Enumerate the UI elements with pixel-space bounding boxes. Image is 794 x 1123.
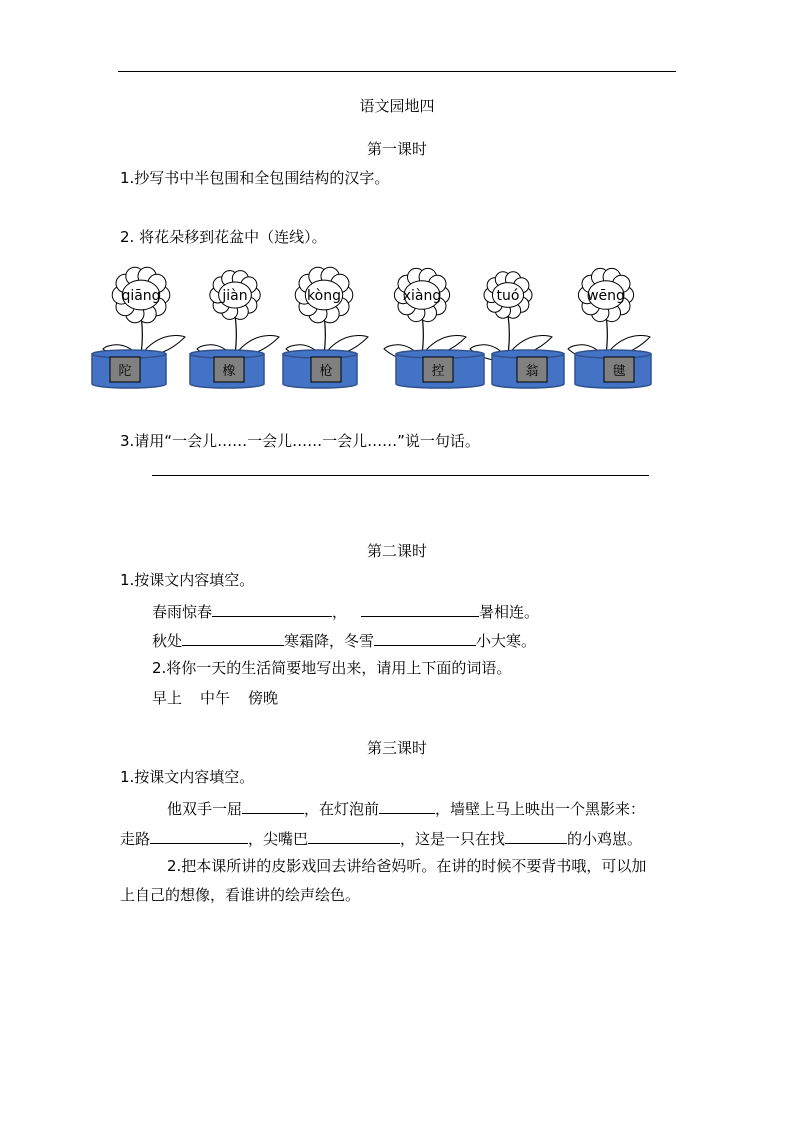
pot-character: 橡 xyxy=(222,364,236,379)
passage-line-1 xyxy=(167,796,645,819)
word-list xyxy=(152,688,278,708)
pot-character: 控 xyxy=(431,364,445,379)
passage-line-2-text-b: ，尖嘴巴 xyxy=(248,830,309,848)
word-morning: 早上 xyxy=(152,689,183,707)
lesson3-question2-line1: 2.把本课所讲的皮影戏回去讲给爸妈听。在讲的时候不要背书哦，可以加 xyxy=(167,857,647,875)
header-rule xyxy=(118,71,676,72)
lesson1-question1: 1.抄写书中半包围和全包围结构的汉字。 xyxy=(120,169,390,187)
flower-pot xyxy=(575,350,651,388)
lesson3-question1: 1.按课文内容填空。 xyxy=(120,768,255,786)
fill-line-1-text-c: 暑相连。 xyxy=(479,603,540,621)
flower-pinyin: jiàn xyxy=(222,288,248,304)
flower-pot xyxy=(190,350,264,388)
flower-pinyin: xiàng xyxy=(402,288,442,304)
fill-line-1-text-a: 春雨惊春 xyxy=(152,603,213,621)
flower-pinyin: wēng xyxy=(587,288,625,304)
lesson1-question2: 2. 将花朵移到花盆中（连线）。 xyxy=(120,228,327,246)
answer-line xyxy=(152,475,649,476)
flower-pinyin: kòng xyxy=(307,288,341,304)
pot-character: 枪 xyxy=(319,364,333,379)
lesson1-heading: 第一课时 xyxy=(366,140,427,158)
fill-blank[interactable] xyxy=(150,826,248,844)
fill-blank[interactable] xyxy=(308,826,400,844)
passage-line-2-text-c: ，这是一只在找 xyxy=(400,830,506,848)
passage-line-2-text-a: 走路 xyxy=(120,830,151,848)
word-noon: 中午 xyxy=(200,689,231,707)
lesson2-question1: 1.按课文内容填空。 xyxy=(120,571,255,589)
passage-line-1-text-b: ，在灯泡前 xyxy=(304,800,380,818)
passage-line-1-text-a: 他双手一屈 xyxy=(167,800,243,818)
lesson2-question2: 2.将你一天的生活简要地写出来，请用上下面的词语。 xyxy=(152,659,512,677)
flower-pinyin: qiāng xyxy=(121,288,161,304)
lesson3-question2-line2: 上自己的想像，看谁讲的绘声绘色。 xyxy=(120,886,361,904)
word-evening: 傍晚 xyxy=(248,689,279,707)
flower-pot xyxy=(283,350,357,388)
pot-character: 毽 xyxy=(612,364,626,379)
fill-line-1-text-b: ， xyxy=(332,603,348,621)
fill-blank[interactable] xyxy=(361,599,479,617)
flower-pot xyxy=(492,350,564,388)
pot-character: 陀 xyxy=(118,364,132,379)
fill-blank[interactable] xyxy=(379,796,435,814)
fill-blank[interactable] xyxy=(212,599,332,617)
fill-line-2-text-c: 小大寒。 xyxy=(476,632,537,650)
flower-pot-matching xyxy=(0,262,794,392)
lesson2-heading: 第二课时 xyxy=(366,542,427,560)
passage-line-2 xyxy=(120,826,642,849)
fill-blank[interactable] xyxy=(374,628,476,646)
passage-line-1-text-c: ，墙壁上马上映出一个黑影来： xyxy=(435,800,646,818)
lesson1-question3: 3.请用“一会儿……一会儿……一会儿……”说一句话。 xyxy=(120,432,480,450)
page-title: 语文园地四 xyxy=(359,97,435,115)
fill-blank[interactable] xyxy=(182,628,284,646)
fill-blank[interactable] xyxy=(505,826,567,844)
flower-pot xyxy=(92,350,166,388)
lesson3-heading: 第三课时 xyxy=(366,739,427,757)
pot-character: 翁 xyxy=(525,364,539,379)
passage-line-2-text-d: 的小鸡崽。 xyxy=(567,830,643,848)
flower-pinyin: tuó xyxy=(496,288,520,304)
flower-pot xyxy=(396,350,484,388)
fill-line-2-text-a: 秋处 xyxy=(152,632,183,650)
fill-blank[interactable] xyxy=(242,796,304,814)
fill-line-1 xyxy=(152,599,539,622)
fill-line-2-text-b: 寒霜降，冬雪 xyxy=(284,632,375,650)
fill-line-2 xyxy=(152,628,536,651)
